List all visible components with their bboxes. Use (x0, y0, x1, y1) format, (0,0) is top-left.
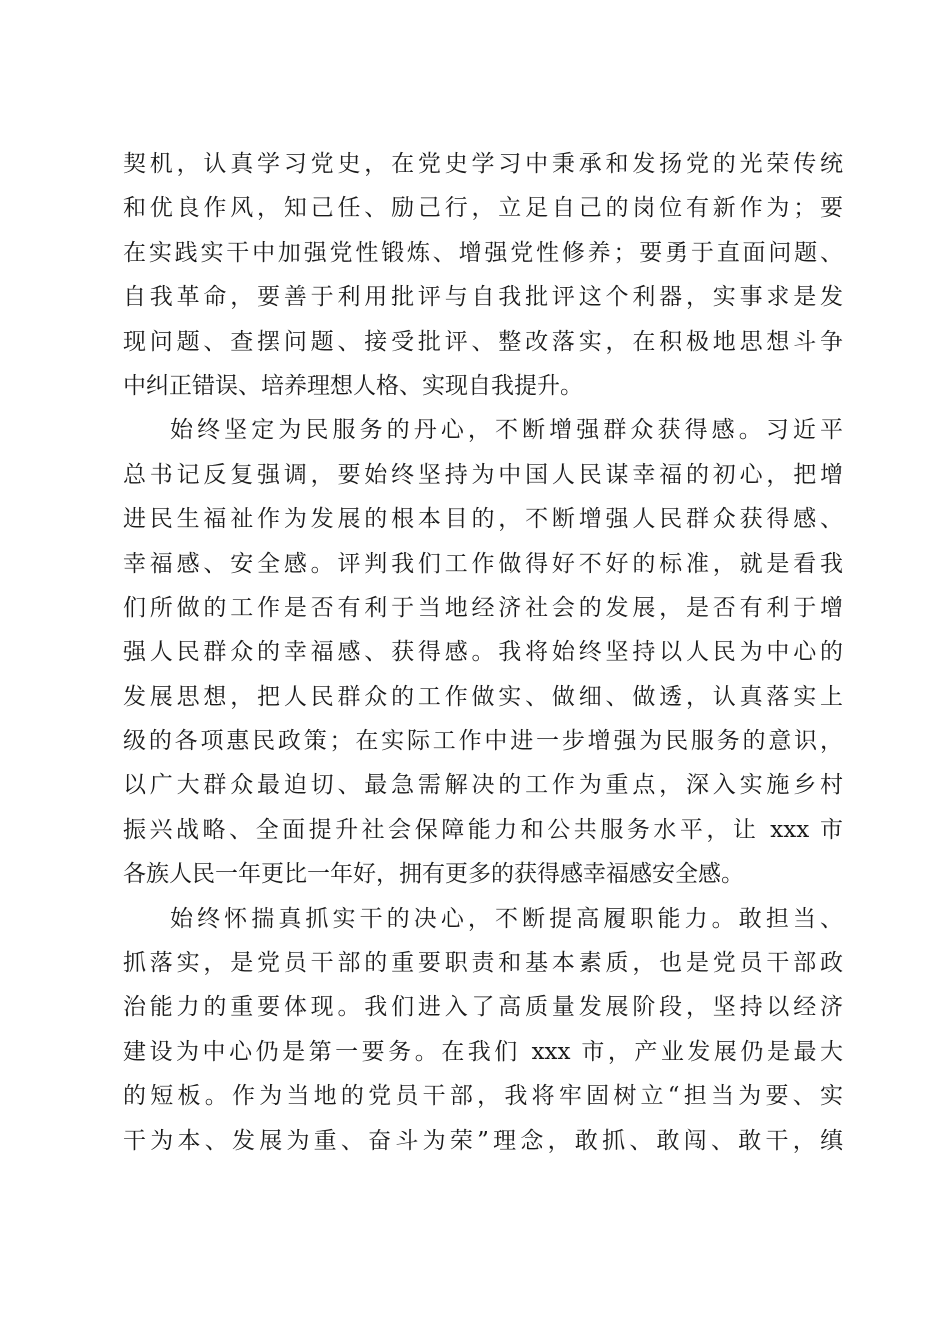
text-line: 振兴战略、全面提升社会保障能力和公共服务水平，让 xxx 市 (123, 816, 843, 843)
text-line: 始终坚定为民服务的丹心，不断增强群众获得感。习近平 (170, 417, 843, 444)
text-line: 各族人民一年更比一年好，拥有更多的获得感幸福感安全感。 (123, 861, 744, 888)
text-line: 幸福感、安全感。评判我们工作做得好不好的标准，就是看我 (123, 550, 843, 577)
body-text (123, 142, 843, 1163)
paragraph-2 (123, 408, 843, 896)
text-line: 干为本、发展为重、奋斗为荣”理念，敢抓、敢闯、敢干，缜 (123, 1127, 843, 1154)
text-line: 们所做的工作是否有利于当地经济社会的发展，是否有利于增 (123, 594, 843, 621)
text-line: 的短板。作为当地的党员干部，我将牢固树立“担当为要、实 (123, 1083, 843, 1110)
text-line: 中纠正错误、培养理想人格、实现自我提升。 (123, 372, 583, 399)
text-line: 建设为中心仍是第一要务。在我们 xxx 市，产业发展仍是最大 (123, 1038, 843, 1065)
text-line: 级的各项惠民政策；在实际工作中进一步增强为民服务的意识， (123, 728, 843, 755)
text-line: 在实践实干中加强党性锻炼、增强党性修养；要勇于直面问题、 (123, 239, 843, 266)
text-line: 现问题、查摆问题、接受批评、整改落实，在积极地思想斗争 (123, 328, 843, 355)
text-line: 总书记反复强调，要始终坚持为中国人民谋幸福的初心，把增 (123, 461, 843, 488)
text-line: 抓落实，是党员干部的重要职责和基本素质，也是党员干部政 (123, 950, 843, 977)
paragraph-3 (123, 897, 843, 1163)
text-line: 治能力的重要体现。我们进入了高质量发展阶段，坚持以经济 (123, 994, 843, 1021)
text-line: 契机，认真学习党史，在党史学习中秉承和发扬党的光荣传统 (123, 151, 843, 177)
text-line: 自我革命，要善于利用批评与自我批评这个利器，实事求是发 (123, 284, 843, 311)
text-line: 强人民群众的幸福感、获得感。我将始终坚持以人民为中心的 (123, 639, 843, 666)
paragraph-1 (123, 142, 843, 408)
text-line: 以广大群众最迫切、最急需解决的工作为重点，深入实施乡村 (123, 772, 843, 799)
text-line: 进民生福祉作为发展的根本目的，不断增强人民群众获得感、 (123, 506, 843, 533)
text-line: 和优良作风，知己任、励己行，立足自己的岗位有新作为；要 (123, 195, 843, 222)
text-line: 始终怀揣真抓实干的决心，不断提高履职能力。敢担当、 (170, 905, 843, 932)
text-line: 发展思想，把人民群众的工作做实、做细、做透，认真落实上 (123, 683, 843, 710)
